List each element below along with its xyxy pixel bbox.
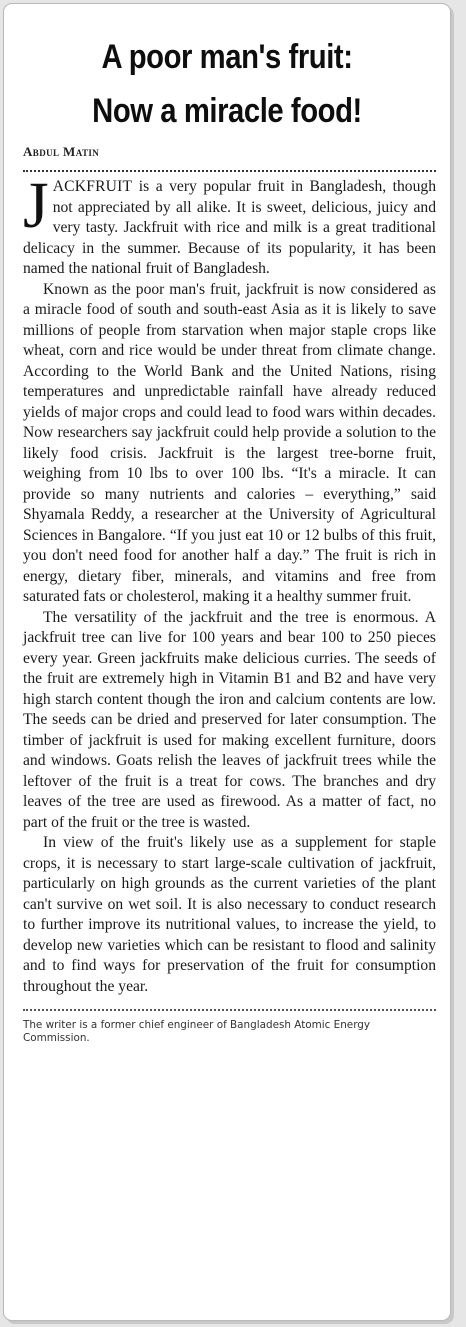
top-dotted-divider	[23, 170, 436, 172]
paragraph-1	[23, 169, 436, 280]
author-footnote: The writer is a former chief engineer of Bangladesh Atomic Energy Commission.	[23, 1019, 371, 1044]
article-headline	[35, 30, 419, 138]
lead-word: ACKFRUIT	[52, 178, 133, 195]
paragraph-2: Known as the poor man's fruit, jackfruit is now considered as a miracle food of south and south-east Asia as it is likely to save millions of people from starvation when major staple crops like wheat, corn and rice would be under threat from climate change. According to the World Bank and the United Nations, rising temperatures and unpredictable rainfall have already reduced yields of major crops and could lead to food wars within decades. Now researchers say jackfruit could help provide a solution to the likely food crisis. Jackfruit is the largest tree-borne fruit, weighing from 10 lbs to over 100 lbs. “It's a miracle. It can provide so many nutrients and calories – everything,” said Shyamala Reddy, a researcher at the University of Agricultural Sciences in Bangalore. “If you just eat 10 or 12 bulbs of this fruit, you don't need food for another half a day.” The fruit is rich in energy, dietary fiber, minerals, and vitamins and free from saturated fats or cholesterol, making it a healthy summer fruit.	[23, 280, 436, 605]
paragraph-4: In view of the fruit's likely use as a supplement for staple crops, it is necessary to start large-scale cultivation of jackfruit, particularly on high grounds as the current varieties of the plant can't survive on wet soil. It is also necessary to conduct research to further improve its nutritional values, to increase the yield, to develop new varieties which can be resistant to flood and salinity and to find ways for preservation of the fruit for consumption throughout the year.	[23, 834, 436, 995]
headline-line-1: A poor man's fruit:	[101, 38, 353, 76]
article-body	[23, 169, 436, 997]
paragraph-1-text: is a very popular fruit in Bangladesh, though not appreciated by all alike. It is sweet, delicious, juicy and very tasty. Jackfruit with rice and milk is a great traditional delicacy in the summer. Because of its popularity, it has been named the national fruit of Bangladesh.	[23, 178, 436, 277]
headline-line-2: Now a miracle food!	[92, 92, 362, 130]
bottom-dotted-divider	[23, 1009, 436, 1011]
paragraph-3: The versatility of the jackfruit and the tree is enormous. A jackfruit tree can live for 100 years and bear 100 to 250 pieces every year. Green jackfruits make delicious curries. The seeds of the fruit are extremely high in Vitamin B1 and B2 and have very high starch content though the iron and calcium contents are low. The seeds can be dried and preserved for later consumption. The timber of jackfruit is used for making excellent furniture, doors and windows. Goats relish the leaves of jackfruit trees while the leftover of the fruit is a treat for cows. The branches and dry leaves of the tree are used as firewood. As a matter of fact, no part of the fruit or the tree is wasted.	[23, 608, 436, 831]
article-card	[3, 3, 451, 1321]
author-byline: Abdul Matin	[23, 144, 100, 159]
drop-cap: J	[23, 169, 49, 242]
